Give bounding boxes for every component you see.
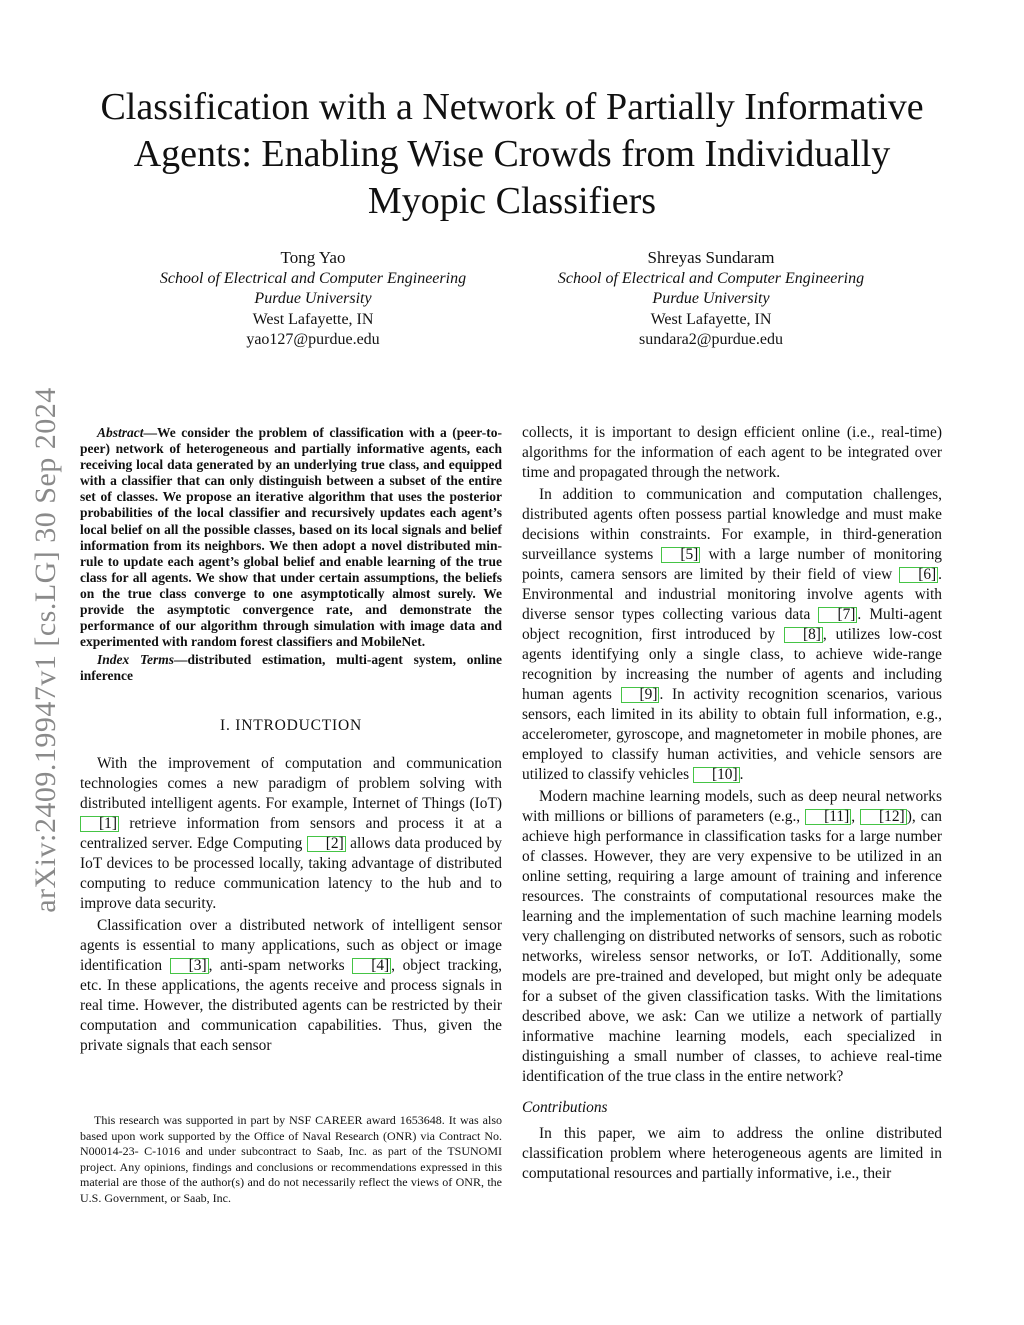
citation-link[interactable]: [7] xyxy=(818,607,857,623)
right-paragraph-1: collects, it is important to design efficient online (i.e., real-time) algorithms for the information of each agent to be integrated over time and propagated through the network. xyxy=(522,424,942,481)
text-run: Classification over a distributed network of intelligent sensor agents is essential to many applications, such as object or image identification xyxy=(80,916,502,974)
right-column xyxy=(522,423,942,1184)
arxiv-stamp xyxy=(18,350,74,950)
arxiv-id: arXiv:2409.19947v1 [cs.LG] 30 Sep 2024 xyxy=(29,387,62,913)
text-run: With the improvement of computation and communication technologies comes a new paradigm of problem solving with distributed intelligent agents. For example, Internet of Things (IoT) xyxy=(80,754,502,812)
citation-link[interactable]: [10] xyxy=(693,767,740,783)
footnote: This research was supported in part by NSF CAREER award 1653648. It was also based upon work supported by the Office of Naval Research (ONR) via Contract No. N00014-23- C-1016 and under subcontract to Saab, Inc. as part of the TSUNOMI project. Any opinions, findings and conclusions or recommendations expressed in this material are those of the author(s) and do not necessarily reflect the views of ONR, the U.S. Government, or Saab, Inc. xyxy=(80,1113,502,1205)
text-run: . Multi-agent object recognition, first introduced by xyxy=(522,606,943,643)
citation-link[interactable]: [3] xyxy=(170,958,209,974)
text-run: , anti-spam networks xyxy=(208,956,353,974)
index-terms-label: Index Terms xyxy=(97,652,175,668)
citation-link[interactable]: [9] xyxy=(621,687,660,703)
citation-link[interactable]: [4] xyxy=(352,958,391,974)
abstract-text: —We consider the problem of classification with a (peer-to-peer) network of heterogeneous and partially informative agents, each receiving local data generated by an underlying true class, and equipped with a classifier that can only distinguish between a subset of the entire set of classes. We propose an iterative algorithm that uses the posterior probabilities of the local classifier and recursively updates each agent’s local belief on all the possible classes, based on its local signals and belief information from its neighbors. We then adopt a novel distributed min-rule to update each agent’s global belief and enable learning of the true class for all agents. We show that under certain assumptions, the beliefs on the true class converge to one asymptotically almost surely. We provide the asymptotic convergence rate, and demonstrate the performance of our algorithm through simulation with image data and experimented with random forest classifiers and MobileNet. xyxy=(80,425,502,650)
text-run: ), can achieve high performance in classification tasks for a large number of classes. However, they are very expensive to be utilized in an online setting, requiring a large amount of training and inference resources. The constraints of computational resources make the learning and the implementation of such machine learning models very challenging on distributed networks of sensors, such as robotic networks, wireless sensor networks, or IoT. Additionally, some models are pre-trained and developed, but might only be adequate for a subset of the given classification tasks. With the limitations described above, we ask: Can we utilize a network of partially informative machine learning models, each specialized in distinguishing a small number of classes, to achieve real-time identification of the true class in the entire network? xyxy=(522,808,942,1085)
author-email: yao127@purdue.edu xyxy=(246,331,380,348)
text-run: . In activity recognition scenarios, various sensors, each limited in its ability to obtain full information, e.g., accelerometer, gyroscope, and magnetometer in mobile phones, are employed to classify human activities, and vehicle sensors are utilized to classify vehicles xyxy=(522,686,943,783)
author-location: West Lafayette, IN xyxy=(650,310,772,328)
intro-paragraph-2 xyxy=(80,916,502,1056)
index-terms-text: —distributed estimation, multi-agent system, online inference xyxy=(80,652,502,684)
author-university: Purdue University xyxy=(652,290,770,307)
text-run: . xyxy=(739,766,744,783)
author-name: Tong Yao xyxy=(280,248,346,267)
author-affiliation: School of Electrical and Computer Engineering xyxy=(159,269,467,287)
author-block-1 xyxy=(123,248,503,351)
citation-link[interactable]: [6] xyxy=(899,567,938,583)
text-run: with a large number of monitoring points, camera sensors are limited by their field of view xyxy=(522,546,942,583)
text-run: retrieve information from sensors and process it at a centralized server. Edge Computing xyxy=(80,814,502,852)
author-location: West Lafayette, IN xyxy=(252,310,374,328)
citation-link[interactable]: [2] xyxy=(307,836,346,852)
author-university: Purdue University xyxy=(254,290,372,307)
author-affiliation: School of Electrical and Computer Engineering xyxy=(557,269,865,287)
citation-link[interactable]: [1] xyxy=(80,816,119,832)
text-run: In addition to communication and computation challenges, distributed agents often possess partial knowledge and must make decisions within constraints. For example, in third-generation surveillance systems xyxy=(522,486,942,563)
author-name: Shreyas Sundaram xyxy=(647,248,775,267)
author-email: sundara2@purdue.edu xyxy=(638,331,784,348)
author-block-2 xyxy=(521,248,901,351)
citation-link[interactable]: [8] xyxy=(784,627,823,643)
subsection-heading-contributions: Contributions xyxy=(522,1099,608,1116)
abstract-label: Abstract xyxy=(97,425,144,440)
right-paragraph-4: In this paper, we aim to address the online distributed classification problem where heterogeneous agents are limited in computational resources and partially informative, i.e., their xyxy=(522,1125,942,1182)
text-run: . Environmental and industrial monitoring involve agents with diverse sensor types collecting various data xyxy=(522,566,942,623)
abstract xyxy=(80,425,502,650)
text-run: , xyxy=(851,808,861,825)
right-paragraph-3 xyxy=(522,787,942,1087)
right-paragraph-2 xyxy=(522,485,942,785)
paper-title: Classification with a Network of Partially Informative Agents: Enabling Wise Crowds from Individually Myopic Classifiers xyxy=(100,86,924,222)
index-terms xyxy=(80,652,502,684)
citation-link[interactable]: [12] xyxy=(860,809,907,825)
citation-link[interactable]: [5] xyxy=(661,547,700,563)
intro-paragraph-1 xyxy=(80,754,502,914)
text-run: allows data produced by IoT devices to be processed locally, taking advantage of distributed computing to reduce communication latency to the hub and to improve data security. xyxy=(80,834,502,912)
text-run: , object tracking, etc. In these applications, the agents receive and process signals in real time. However, the distributed agents can be restricted by their computation and communication capabilities. Thus, given the private signals that each sensor xyxy=(80,956,503,1054)
left-column xyxy=(80,425,502,1056)
text-run: Modern machine learning models, such as deep neural networks with millions or billions of parameters (e.g., xyxy=(522,788,942,825)
section-heading-introduction: I. INTRODUCTION xyxy=(219,716,362,734)
citation-link[interactable]: [11] xyxy=(805,809,851,825)
text-run: , utilizes low-cost agents identifying only a single class, to achieve wide-range recognition by increasing the number of agents and including human agents xyxy=(522,626,942,703)
